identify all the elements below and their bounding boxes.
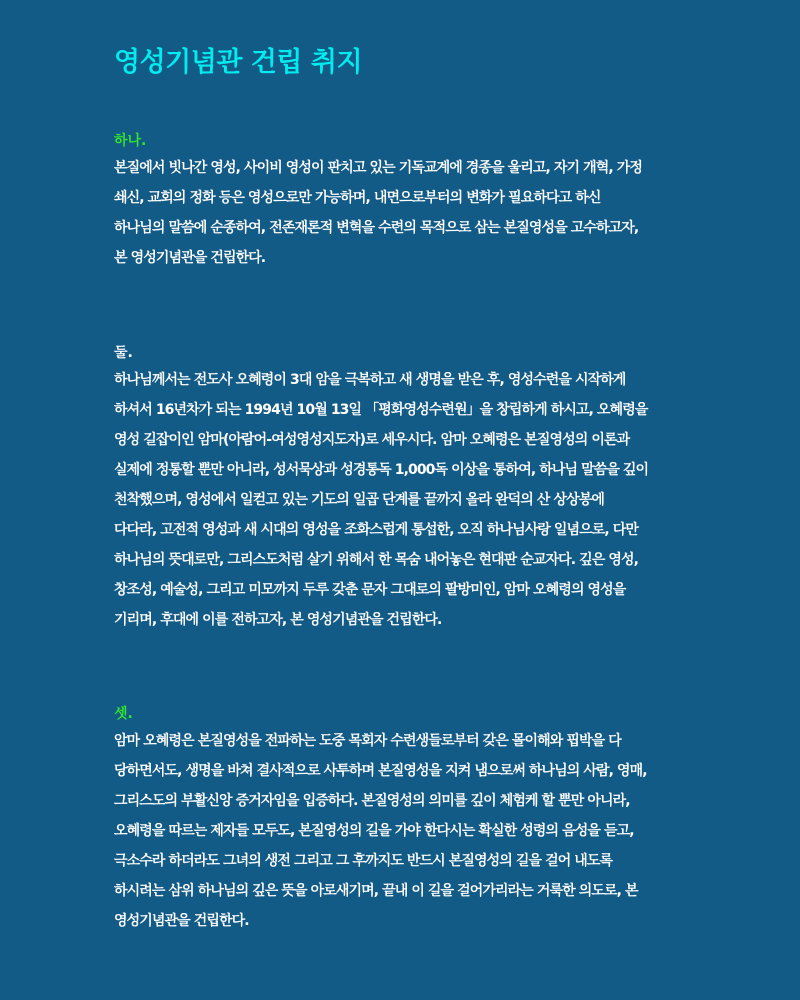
text-line: 하나님의 말씀에 순종하여, 전존재론적 변혁을 수련의 목적으로 삼는 본질영성을 고수하고자,	[114, 220, 639, 236]
section-three	[114, 704, 800, 944]
text-line: 극소수라 하더라도 그녀의 생전 그리고 그 후까지도 반드시 본질영성의 길을 걸어 내도록	[114, 853, 613, 869]
text-line: 하시려는 삼위 하나님의 깊은 뜻을 아로새기며, 끝내 이 길을 걸어가리라는 거룩한 의도로, 본	[114, 883, 638, 899]
text-line: 그리스도의 부활신앙 증거자임을 입증하다. 본질영성의 의미를 깊이 체험케 할 뿐만 아니라,	[114, 793, 630, 809]
text-line: 쇄신, 교회의 정화 등은 영성으로만 가능하며, 내면으로부터의 변화가 필요하다고 하신	[114, 190, 601, 206]
section-one	[114, 131, 800, 281]
text-line: 기리며, 후대에 이를 전하고자, 본 영성기념관을 건립한다.	[114, 612, 442, 628]
text-line: 창조성, 예술성, 그리고 미모까지 두루 갖춘 문자 그대로의 팔방미인, 암마 오혜령의 영성을	[114, 582, 626, 598]
text-line: 하나님께서는 전도사 오혜령이 3대 암을 극복하고 새 생명을 받은 후, 영성수련을 시작하게	[114, 372, 626, 388]
text-line: 영성 길잡이인 암마(아람어-여성영성지도자)로 세우시다. 암마 오혜령은 본질영성의 이론과	[114, 432, 630, 448]
text-line: 하셔서 16년차가 되는 1994년 10월 13일 「평화영성수련원」을 창립하게 하시고, 오혜령을	[114, 402, 648, 418]
text-line: 본질에서 빗나간 영성, 사이비 영성이 판치고 있는 기독교계에 경종을 울리고, 자기 개혁, 가정	[114, 160, 643, 176]
text-line: 당하면서도, 생명을 바쳐 결사적으로 사투하며 본질영성을 지켜 냄으로써 하나님의 사람, 영매,	[114, 763, 647, 779]
section-heading: 하나.	[114, 133, 147, 149]
text-line: 실제에 정통할 뿐만 아니라, 성서묵상과 성경통독 1,000독 이상을 통하여, 하나님 말씀을 깊이	[114, 462, 649, 478]
section-heading: 셋.	[114, 706, 133, 722]
section-body	[114, 161, 800, 281]
section-body	[114, 734, 800, 944]
section-body	[114, 373, 800, 643]
text-line: 본 영성기념관을 건립한다.	[114, 250, 266, 266]
text-line: 오혜령을 따르는 제자들 모두도, 본질영성의 길을 가야 한다시는 확실한 성령의 음성을 듣고,	[114, 823, 634, 839]
text-line: 암마 오혜령은 본질영성을 전파하는 도중 목회자 수련생들로부터 갖은 몰이해와 핍박을 다	[114, 733, 621, 749]
section-heading: 둘.	[114, 345, 133, 361]
text-line: 영성기념관을 건립한다.	[114, 913, 249, 929]
section-two	[114, 343, 800, 643]
text-line: 천착했으며, 영성에서 일컫고 있는 기도의 일곱 단계를 끝까지 올라 완덕의 산 상상봉에	[114, 492, 604, 508]
text-line: 하나님의 뜻대로만, 그리스도처럼 살기 위해서 한 목숨 내어놓은 현대판 순교자다. 깊은 영성,	[114, 552, 639, 568]
text-line: 다다라, 고전적 영성과 새 시대의 영성을 조화스럽게 통섭한, 오직 하나님사랑 일념으로, 다만	[114, 522, 639, 538]
page-title: 영성기념관 건립 취지	[114, 47, 363, 78]
